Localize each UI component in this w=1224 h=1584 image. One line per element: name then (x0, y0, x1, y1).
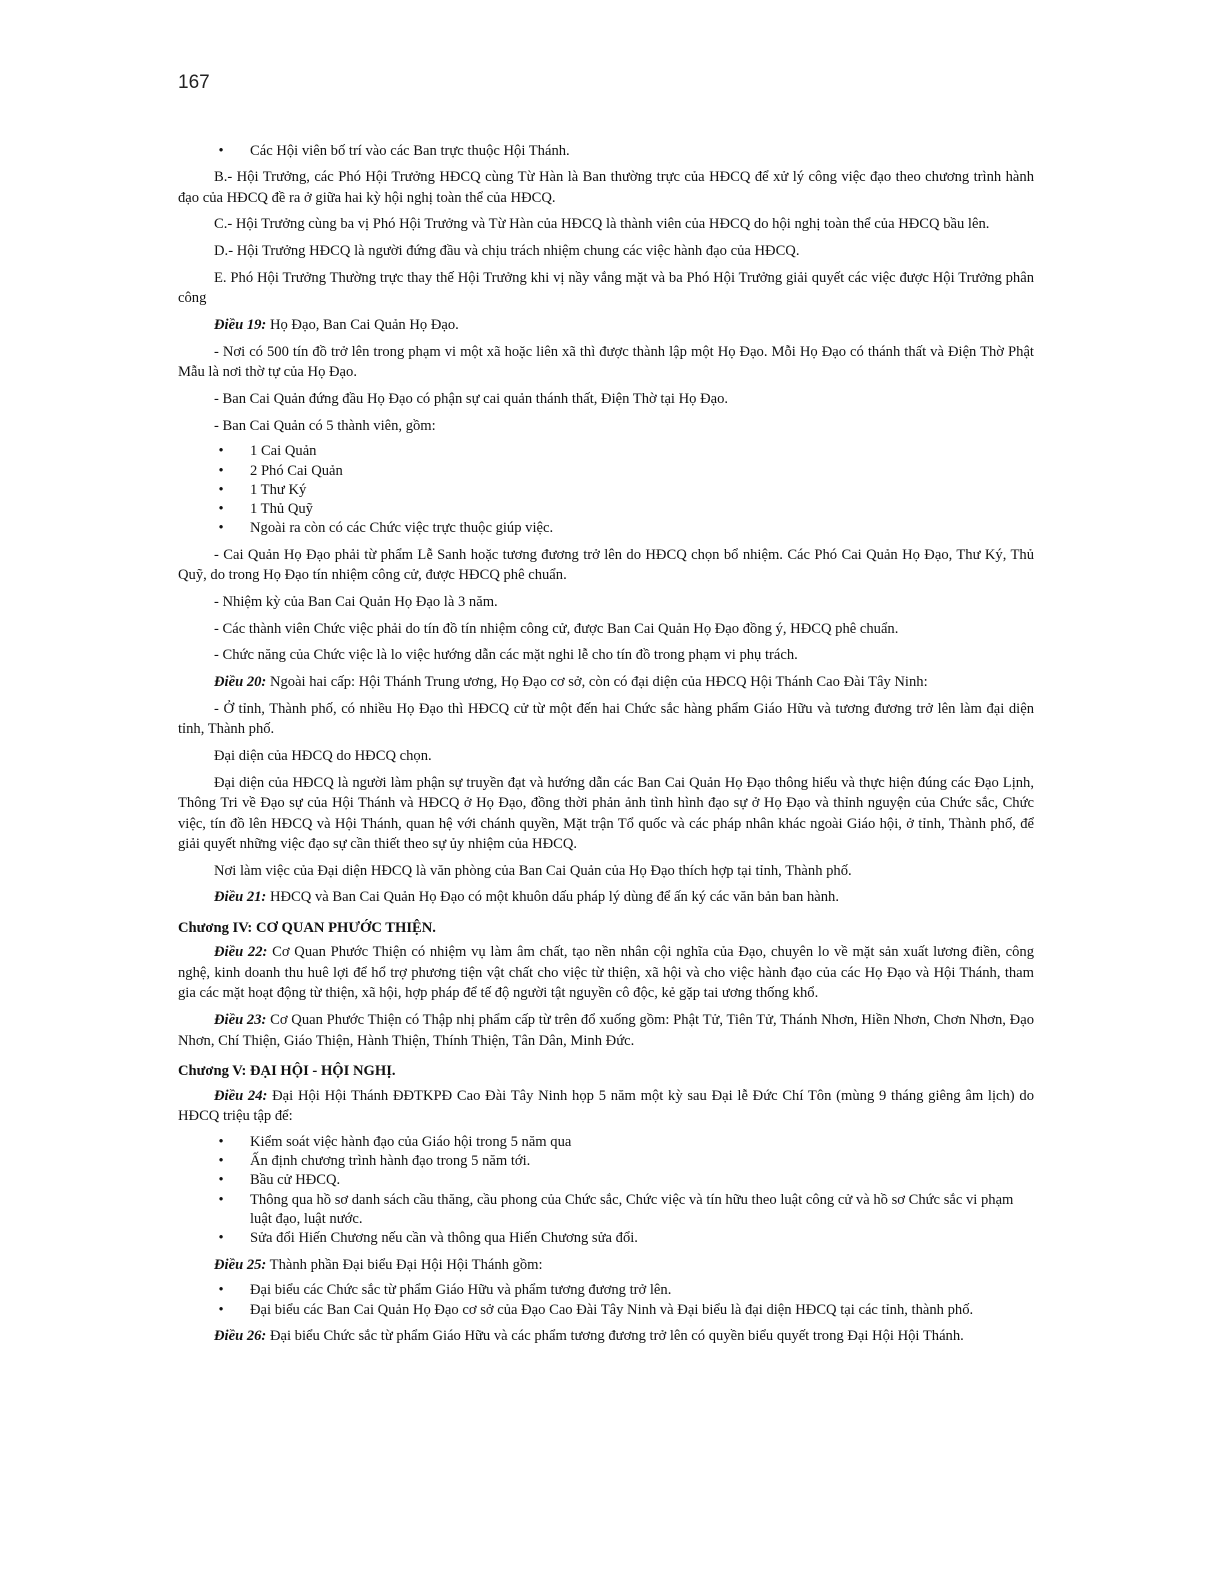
bullet-text: 2 Phó Cai Quản (250, 462, 343, 479)
article-paragraph (178, 672, 1034, 693)
bullet-item (178, 1281, 1034, 1300)
article-label: Điều 21: (214, 889, 267, 906)
bullet-icon: • (218, 1230, 224, 1247)
bullet-text: Đại biểu các Ban Cai Quản Họ Đạo cơ sở của Đạo Cao Đài Tây Ninh và Đại biểu là đại diện HĐCQ tại các tỉnh, thành phố. (250, 1301, 974, 1318)
paragraph: E. Phó Hội Trưởng Thường trực thay thế Hội Trưởng khi vị nầy vắng mặt và ba Phó Hội Trưởng giải quyết các việc được Hội Trưởng phân công (178, 269, 1034, 307)
document-body (178, 142, 1034, 1353)
bullet-text: Ngoài ra còn có các Chức việc trực thuộc giúp việc. (250, 520, 554, 537)
article-paragraph (178, 1326, 1034, 1347)
article-paragraph (178, 315, 1034, 336)
article-text: Đại Hội Hội Thánh ĐĐTKPĐ Cao Đài Tây Ninh họp 5 năm một kỳ sau Đại lễ Đức Chí Tôn (mùng 9 tháng giêng âm lịch) do HĐCQ triệu tập để: (178, 1087, 1034, 1125)
bullet-list (178, 442, 1034, 538)
article-label: Điều 20: (214, 674, 267, 691)
bullet-icon: • (218, 501, 224, 518)
bullet-icon: • (218, 1191, 224, 1208)
article-label: Điều 23: (214, 1012, 267, 1029)
bullet-item (178, 481, 1034, 500)
bullet-list (178, 142, 1034, 161)
paragraph: Đại diện của HĐCQ là người làm phận sự truyền đạt và hướng dẫn các Ban Cai Quản Họ Đạo thông hiểu và thực hiện đúng các Đạo Lịnh, Thông Tri về Đạo sự của Hội Thánh và HĐCQ ở Họ Đạo, đồng thời phản ảnh tình hình đạo sự ở Họ Đạo và thỉnh nguyện của Chức sắc, Chức việc, tín đồ lên HĐCQ và Hội Thánh, quan hệ với chánh quyền, Mặt trận Tổ quốc và các pháp nhân khác ngoài Giáo hội, ở tỉnh, Thành phố, để giải quyết những việc đạo sự cần thiết theo sự ủy nhiệm của HĐCQ. (178, 774, 1034, 853)
paragraph: Nơi làm việc của Đại diện HĐCQ là văn phòng của Ban Cai Quản của Họ Đạo thích hợp tại tỉnh, Thành phố. (214, 862, 852, 879)
article-paragraph (178, 1255, 1034, 1276)
bullet-item (178, 462, 1034, 481)
paragraph: - Ban Cai Quản đứng đầu Họ Đạo có phận sự cai quản thánh thất, Điện Thờ tại Họ Đạo. (214, 390, 729, 407)
bullet-icon: • (218, 481, 224, 498)
article-text: Cơ Quan Phước Thiện có Thập nhị phẩm cấp từ trên đổ xuống gồm: Phật Tử, Tiên Tử, Thánh Nhơn, Hiền Nhơn, Chơn Nhơn, Đạo Nhơn, Chí Thiện, Giáo Thiện, Hành Thiện, Thính Thiện, Tân Dân, Minh Đức. (178, 1012, 1034, 1049)
article-text: HĐCQ và Ban Cai Quản Họ Đạo có một khuôn dấu pháp lý dùng để ấn ký các văn bản ban hành. (266, 889, 839, 906)
bullet-item (178, 142, 1034, 161)
bullet-item (178, 1301, 1034, 1320)
bullet-text: Thông qua hồ sơ danh sách cầu thăng, cầu phong của Chức sắc, Chức việc và tín hữu theo luật công cử và hồ sơ Chức sắc vi phạm luật đạo, luật nước. (250, 1191, 1014, 1228)
article-text: Họ Đạo, Ban Cai Quản Họ Đạo. (266, 317, 459, 334)
bullet-item (178, 1191, 1034, 1230)
paragraph: - Nhiệm kỳ của Ban Cai Quản Họ Đạo là 3 năm. (214, 593, 498, 610)
article-paragraph (178, 887, 1034, 908)
article-label: Điều 26: (214, 1327, 267, 1344)
bullet-text: Đại biểu các Chức sắc từ phẩm Giáo Hữu và phẩm tương đương trở lên. (250, 1282, 672, 1299)
bullet-text: Ấn định chương trình hành đạo trong 5 năm tới. (250, 1153, 531, 1170)
article-text: Đại biểu Chức sắc từ phẩm Giáo Hữu và các phẩm tương đương trở lên có quyền biểu quyết trong Đại Hội Hội Thánh. (266, 1327, 964, 1344)
bullet-icon: • (218, 1153, 224, 1170)
paragraph: - Chức năng của Chức việc là lo việc hướng dẫn các mặt nghi lễ cho tín đồ trong phạm vi phụ trách. (214, 647, 798, 664)
article-text: Thành phần Đại biểu Đại Hội Hội Thánh gồm: (266, 1256, 543, 1273)
paragraph: - Các thành viên Chức việc phải do tín đồ tín nhiệm công cử, được Ban Cai Quản Họ Đạo đồng ý, HĐCQ phê chuẩn. (214, 620, 899, 637)
paragraph: C.- Hội Trưởng cùng ba vị Phó Hội Trưởng và Từ Hàn của HĐCQ là thành viên của HĐCQ do hội nghị toàn thể của HĐCQ bầu lên. (214, 216, 990, 233)
bullet-item (178, 519, 1034, 538)
paragraph: Đại diện của HĐCQ do HĐCQ chọn. (214, 747, 432, 764)
article-label: Điều 25: (214, 1256, 267, 1273)
bullet-text: 1 Thủ Quỹ (250, 501, 313, 518)
paragraph: D.- Hội Trưởng HĐCQ là người đứng đầu và chịu trách nhiệm chung các việc hành đạo của HĐCQ. (214, 243, 800, 260)
article-paragraph (178, 1086, 1034, 1127)
bullet-list (178, 1133, 1034, 1249)
bullet-text: Kiểm soát việc hành đạo của Giáo hội trong 5 năm qua (250, 1133, 572, 1150)
bullet-list (178, 1281, 1034, 1320)
bullet-icon: • (218, 143, 224, 159)
bullet-text: 1 Thư Ký (250, 481, 307, 498)
bullet-text: 1 Cai Quản (250, 443, 317, 460)
paragraph: - Ban Cai Quản có 5 thành viên, gồm: (214, 417, 436, 434)
page-number: 167 (178, 72, 210, 93)
paragraph: - Cai Quản Họ Đạo phải từ phẩm Lễ Sanh hoặc tương đương trở lên do HĐCQ chọn bổ nhiệm. Các Phó Cai Quản Họ Đạo, Thư Ký, Thủ Quỹ, do trong Họ Đạo tín nhiệm công cử, được HĐCQ phê chuẩn. (178, 546, 1034, 584)
bullet-text: Sửa đổi Hiến Chương nếu cần và thông qua Hiến Chương sửa đổi. (250, 1230, 638, 1247)
bullet-icon: • (218, 443, 224, 460)
article-text: Ngoài hai cấp: Hội Thánh Trung ương, Họ Đạo cơ sở, còn có đại diện của HĐCQ Hội Thánh Cao Đài Tây Ninh: (266, 674, 928, 691)
bullet-icon: • (218, 1282, 224, 1299)
bullet-item (178, 1133, 1034, 1152)
article-text: Cơ Quan Phước Thiện có nhiệm vụ làm âm chất, tạo nền nhân cội nghĩa của Đạo, chuyên lo về mặt sản xuất lương điền, công nghệ, kinh doanh thu huê lợi để hổ trợ phương tiện vật chất cho việc từ thiện, xã hội và cho việc hành đạo của các Họ Đạo và Hội Thánh, tham gia các mặt hoạt động từ thiện, xã hội, hợp pháp để tế độ người tật nguyền cô độc, kẻ gặp tai ương thống khổ. (178, 944, 1035, 1002)
paragraph: - Nơi có 500 tín đồ trở lên trong phạm vi một xã hoặc liên xã thì được thành lập một Họ Đạo. Mỗi Họ Đạo có thánh thất và Điện Thờ Phật Mẫu là nơi thờ tự của Họ Đạo. (178, 343, 1034, 381)
bullet-icon: • (218, 520, 224, 537)
bullet-item (178, 1229, 1034, 1248)
bullet-item (178, 500, 1034, 519)
paragraph: B.- Hội Trưởng, các Phó Hội Trưởng HĐCQ cùng Từ Hàn là Ban thường trực của HĐCQ để xử lý công việc đạo theo chương trình hành đạo của HĐCQ đề ra ở giữa hai kỳ hội nghị toàn thể của HĐCQ. (178, 169, 1034, 206)
bullet-item (178, 1152, 1034, 1171)
bullet-item (178, 442, 1034, 461)
article-label: Điều 24: (214, 1087, 268, 1104)
chapter-heading: Chương IV: CƠ QUAN PHƯỚC THIỆN. (178, 919, 436, 936)
bullet-icon: • (218, 462, 224, 479)
article-paragraph (178, 942, 1034, 1004)
bullet-item (178, 1171, 1034, 1190)
chapter-heading: Chương V: ĐẠI HỘI - HỘI NGHỊ. (178, 1063, 396, 1080)
bullet-icon: • (218, 1133, 224, 1150)
article-paragraph (178, 1010, 1034, 1051)
paragraph: - Ở tỉnh, Thành phố, có nhiều Họ Đạo thì HĐCQ cử từ một đến hai Chức sắc hàng phẩm Giáo Hữu và tương đương trở lên làm đại diện tỉnh, Thành phố. (178, 700, 1034, 738)
article-label: Điều 22: (214, 944, 268, 961)
bullet-text: Bầu cử HĐCQ. (250, 1172, 341, 1189)
bullet-icon: • (218, 1301, 224, 1318)
bullet-text: Các Hội viên bố trí vào các Ban trực thuộc Hội Thánh. (250, 143, 570, 159)
article-label: Điều 19: (214, 317, 267, 334)
bullet-icon: • (218, 1172, 224, 1189)
